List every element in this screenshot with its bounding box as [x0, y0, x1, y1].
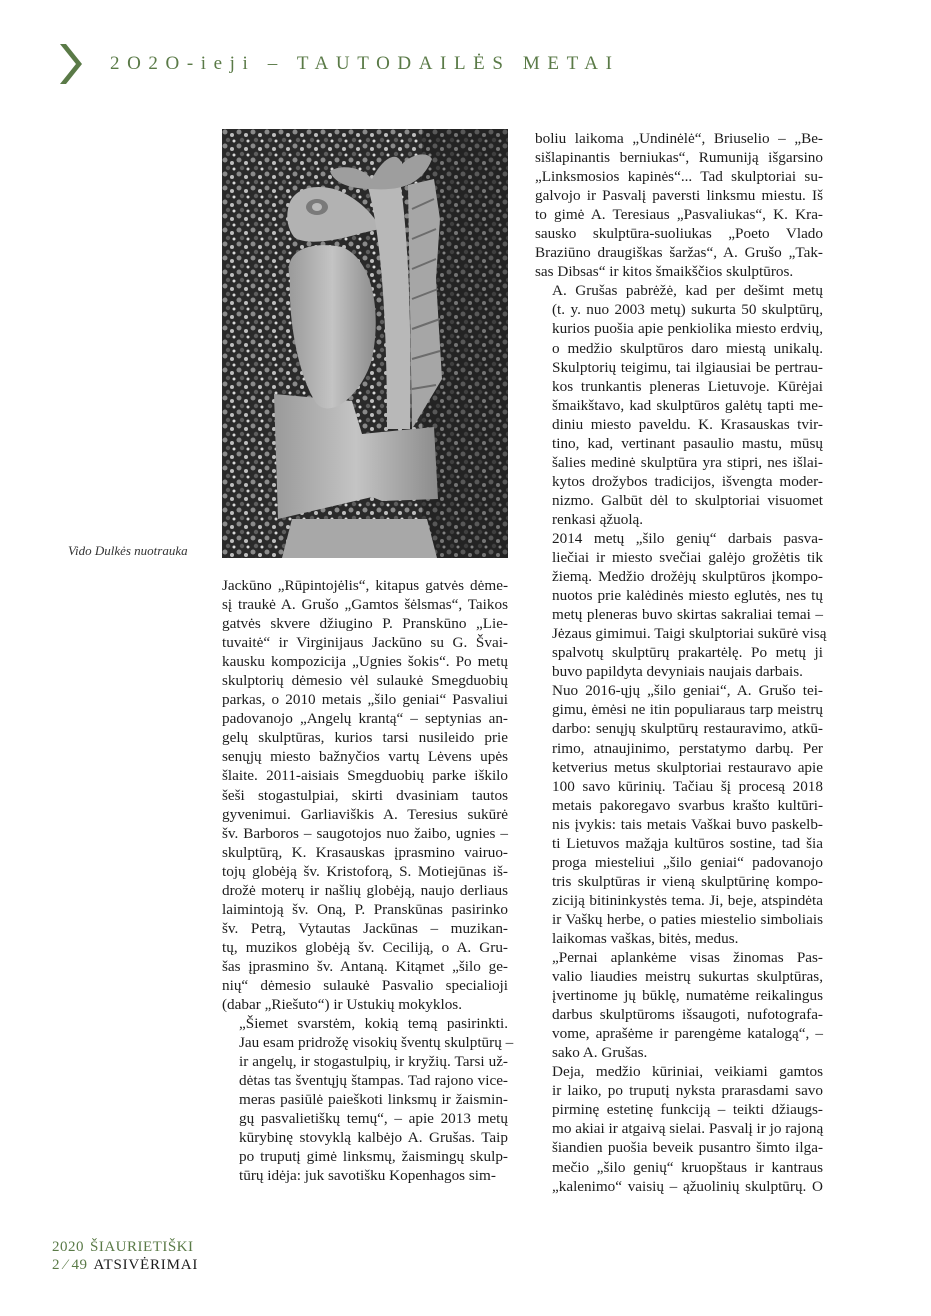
text-line: spalvotų skulptūrų prakartėlę. Po metų ji — [552, 644, 823, 662]
text-line: to gimė A. Teresiaus „Pasvaliukas“, K. Kra- — [535, 206, 823, 224]
paragraph — [535, 529, 827, 681]
text-line: žiemą. Medžio drožėjų skulptūros įkompo- — [552, 568, 823, 586]
footer-magazine-name-line2: ATSIVĖRIMAI — [93, 1257, 199, 1273]
text-line: sas Dibsas“ ir kitos šmaikščios skulptūros. — [535, 263, 794, 281]
paragraph — [535, 948, 823, 1062]
text-line: nių“ dėmesio sulaukė Pasvalio specialioji — [222, 976, 508, 994]
text-line: „Pernai aplankėme visas žinomas Pas- — [552, 949, 823, 967]
text-line: skulptūrą, K. Krasauskas įprasmino vairuo- — [222, 843, 508, 861]
text-line: tojų globėją šv. Kristoforą, S. Motiejūnas iš- — [222, 862, 508, 880]
text-line: Braziūno draugiškas šaržas“, A. Grušo „Tak- — [535, 244, 823, 262]
article-column-left — [222, 576, 514, 1186]
text-line: valio liaudies meistrų sukurtas skulptūras, — [552, 968, 823, 986]
text-line: šas įprasmino šv. Antaną. Kitąmet „šilo ge- — [222, 957, 508, 975]
paragraph — [535, 129, 823, 281]
text-line: metais pakoregavo svarbus krašto kultūri- — [552, 796, 823, 814]
text-line: tino, kad, vertinant pasaulio mastu, mūsų — [552, 434, 823, 452]
text-line: po truputį gimė linksmų, žaismingų skulp- — [239, 1148, 508, 1166]
text-line: sį traukė A. Grušo „Gamtos šėlsmas“, Taikos — [222, 596, 508, 614]
text-line: Deja, medžio kūriniai, veikiami gamtos — [552, 1063, 823, 1081]
text-line: liečiai ir miesto svečiai galėjo grožėtis tik — [552, 549, 823, 567]
text-line: parkas, o 2010 metais „šilo geniai“ Pasvaliui — [222, 691, 508, 709]
text-line: tuvaitė“ ir Virginijaus Jackūno su G. Švai- — [222, 634, 508, 652]
text-line: 2014 metų „šilo genių“ darbais pasva- — [552, 529, 823, 547]
text-line: šalies medinė skulptūra yra stipri, nes išlai- — [552, 453, 823, 471]
text-line: rimo, atnaujinimo, perstatymo darbų. Per — [552, 739, 823, 757]
text-line: sausko skulptūra-suoliukas „Poeto Vlado — [535, 225, 823, 243]
paragraph — [535, 1062, 823, 1195]
photo-caption: Vido Dulkės nuotrauka — [68, 543, 188, 558]
text-line: proga miesteliui „šilo geniai“ padovanojo — [552, 853, 823, 871]
text-line: o medžio skulptūros daro miestą unikalų. — [552, 339, 823, 357]
text-line: Jau esam pridrožę visokių šventų skulptūrų – — [239, 1034, 514, 1052]
text-line: sišlapinantis berniukas“, Rumuniją išgarsino — [535, 149, 823, 167]
text-line: tris skulptūras ir vieną skulptūrinę kompo- — [552, 872, 823, 890]
text-line: gų pasvalietiškų temų“, – apie 2013 metų — [239, 1110, 508, 1128]
text-line: padovanojo „Angelų krantą“ – septynias an- — [222, 710, 508, 728]
text-line: skulptorių dėmesio vėl sulaukė Smegduobių — [222, 672, 508, 690]
text-line: ir angelų, ir stogastulpių, ir kryžių. Tarsi už- — [239, 1053, 508, 1071]
text-line: mo akiai ir atgaivą sielai. Pasvalį ir jo rajoną — [552, 1120, 824, 1138]
text-line: laimintoją šv. Oną, P. Pranskūnas pasirinko — [222, 900, 508, 918]
text-line: „kalenimo“ vaisių – ąžuolinių skulptūrų. O — [552, 1177, 823, 1195]
text-line: mečio „šilo genių“ kruopštaus ir kantraus — [552, 1158, 823, 1176]
text-line: tūrų idėja: juk savotišku Kopenhagos sim- — [239, 1167, 496, 1185]
text-line: (t. y. nuo 2003 metų) sukurta 50 skulptūrų, — [552, 301, 823, 319]
text-line: laikomas vaškas, bitės, medus. — [552, 929, 739, 947]
text-line: nuotos prie kalėdinės miesto eglutės, nes tų — [552, 587, 823, 605]
text-line: A. Grušas pabrėžė, kad per dešimt metų — [552, 282, 823, 300]
footer-issue-number: 2 ⁄ 49 — [52, 1257, 88, 1273]
footer-year: 2020 — [52, 1239, 84, 1255]
text-line: ketverius metus skulptoriai restauravo apie — [552, 758, 823, 776]
text-line: gatvės skvere džiugino P. Pranskūno „Lie- — [222, 615, 508, 633]
article-column-right — [535, 129, 827, 1196]
text-line: „Linksmosios kapinės“... Tad skulptoriai su- — [535, 168, 823, 186]
sculpture-photo — [222, 129, 508, 558]
text-line: drožė moterų ir našlių globėją, naujo derliaus — [222, 881, 508, 899]
text-line: nis įvykis: tais metais Vaškai buvo paskelb- — [552, 815, 823, 833]
text-line: senųjų miesto bažnyčios vartų Lėvens upės — [222, 748, 508, 766]
text-line: kos trunkantis pleneras Lietuvoje. Kūrėjai — [552, 377, 823, 395]
text-line: gelų skulptūras, kurios tarsi nusileido prie — [222, 729, 508, 747]
text-line: nizmo. Galbūt dėl to skulptoriai visuomet — [552, 491, 823, 509]
text-line: Jėzaus gimimui. Taigi skulptoriai sukūrė visą — [552, 625, 827, 643]
text-line: Jackūno „Rūpintojėlis“, kitapus gatvės dėme- — [222, 577, 508, 594]
text-line: kurios puošia apie penkiolika miesto erdvių, — [552, 320, 823, 338]
paragraph — [535, 281, 823, 529]
text-line: ir laiko, po truputį nyksta prarasdami savo — [552, 1082, 823, 1100]
text-line: meras pasiūlė paieškoti linksmų ir žaismin- — [239, 1091, 508, 1109]
paragraph — [222, 576, 508, 1014]
page-footer — [52, 1238, 198, 1274]
footer-magazine-name-line1: ŠIAURIETIŠKI — [90, 1239, 194, 1255]
text-line: darbus skulptūroms išsaugoti, nufotografa- — [552, 1006, 823, 1024]
text-line: kytos drožybos tradicijos, išvengta moder- — [552, 472, 823, 490]
text-line: tų, muzikos globėją šv. Ceciliją, o A. Gru- — [222, 938, 508, 956]
paragraph — [535, 681, 823, 948]
text-line: kausku kompozicija „Ugnies šokis“. Po metų — [222, 653, 508, 671]
page-header — [58, 42, 620, 86]
text-line: dėtas tas šventųjų štampas. Tad rajono vice- — [239, 1072, 508, 1090]
text-line: 100 savo kūrinių. Tačiau šį procesą 2018 — [552, 777, 823, 795]
text-line: pirminę estetinę funkciją – teikti džiaugs- — [552, 1101, 823, 1119]
text-line: ti Lietuvos mažąja kultūros sostine, tad šia — [552, 834, 823, 852]
text-line: šlaite. 2011-aisiais Smegduobių parke iškilo — [222, 767, 508, 785]
text-line: ir Vaškų herbe, o paties miestelio simboliais — [552, 910, 823, 928]
text-line: gyvenimui. Garliaviškis A. Teresius sukūrė — [222, 805, 508, 823]
text-line: metų pleneras buvo skirtas sakraliai temai – — [552, 606, 823, 624]
text-line: galvojo ir Pasvalį paversti linksmu miestu. Iš — [535, 187, 823, 205]
section-title: 2O2O-ieji – TAUTODAILĖS METAI — [110, 53, 620, 74]
text-line: buvo papildyta devyniais naujais darbais. — [552, 663, 803, 681]
double-chevron-right-icon — [58, 42, 88, 86]
text-line: gimu, ėmėsi ne itin populiaraus tarp meistrų — [552, 701, 823, 719]
text-line: šmaikštavo, kad skulptūros galėtų tapti me- — [552, 396, 823, 414]
text-line: (dabar „Riešuto“) ir Ustukių mokyklos. — [222, 996, 463, 1014]
text-line: „Šiemet svarstėm, kokią temą pasirinkti. — [239, 1015, 508, 1033]
text-line: ziciją bitininkystės tema. Ji, beje, atspindėta — [552, 891, 823, 909]
text-line: Skulptorių teigimu, tai ilgiausiai be pertrau- — [552, 358, 823, 376]
text-line: šv. Petrą, Vytautas Jackūnas – muzikan- — [222, 919, 508, 937]
text-line: sako A. Grušas. — [552, 1044, 648, 1062]
text-line: šeši stogastulpiai, skirti dvasiniam tautos — [222, 786, 508, 804]
text-line: darbo: senųjų skulptūrų restauravimo, atkū- — [552, 720, 823, 738]
text-line: diniu miesto paveldu. K. Krasauskas tvir- — [552, 415, 823, 433]
text-line: boliu laikoma „Undinėlė“, Briuselio – „Be- — [535, 130, 823, 147]
paragraph — [222, 1014, 514, 1185]
text-line: šiandien puošia beveik pusantro šimto ilga- — [552, 1139, 823, 1157]
text-line: Nuo 2016-ųjų „šilo geniai“, A. Grušo tei- — [552, 682, 823, 700]
text-line: renkasi ąžuolą. — [552, 510, 644, 528]
text-line: įvertinome jų būklę, numatėme reikalingus — [552, 987, 823, 1005]
text-line: šv. Barboros – saugotojos nuo žaibo, ugnies – — [222, 824, 508, 842]
text-line: kūrybinę stovyklą kalbėjo A. Grušas. Taip — [239, 1129, 508, 1147]
text-line: vome, aprašėme ir parengėme katalogą“, – — [552, 1025, 823, 1043]
